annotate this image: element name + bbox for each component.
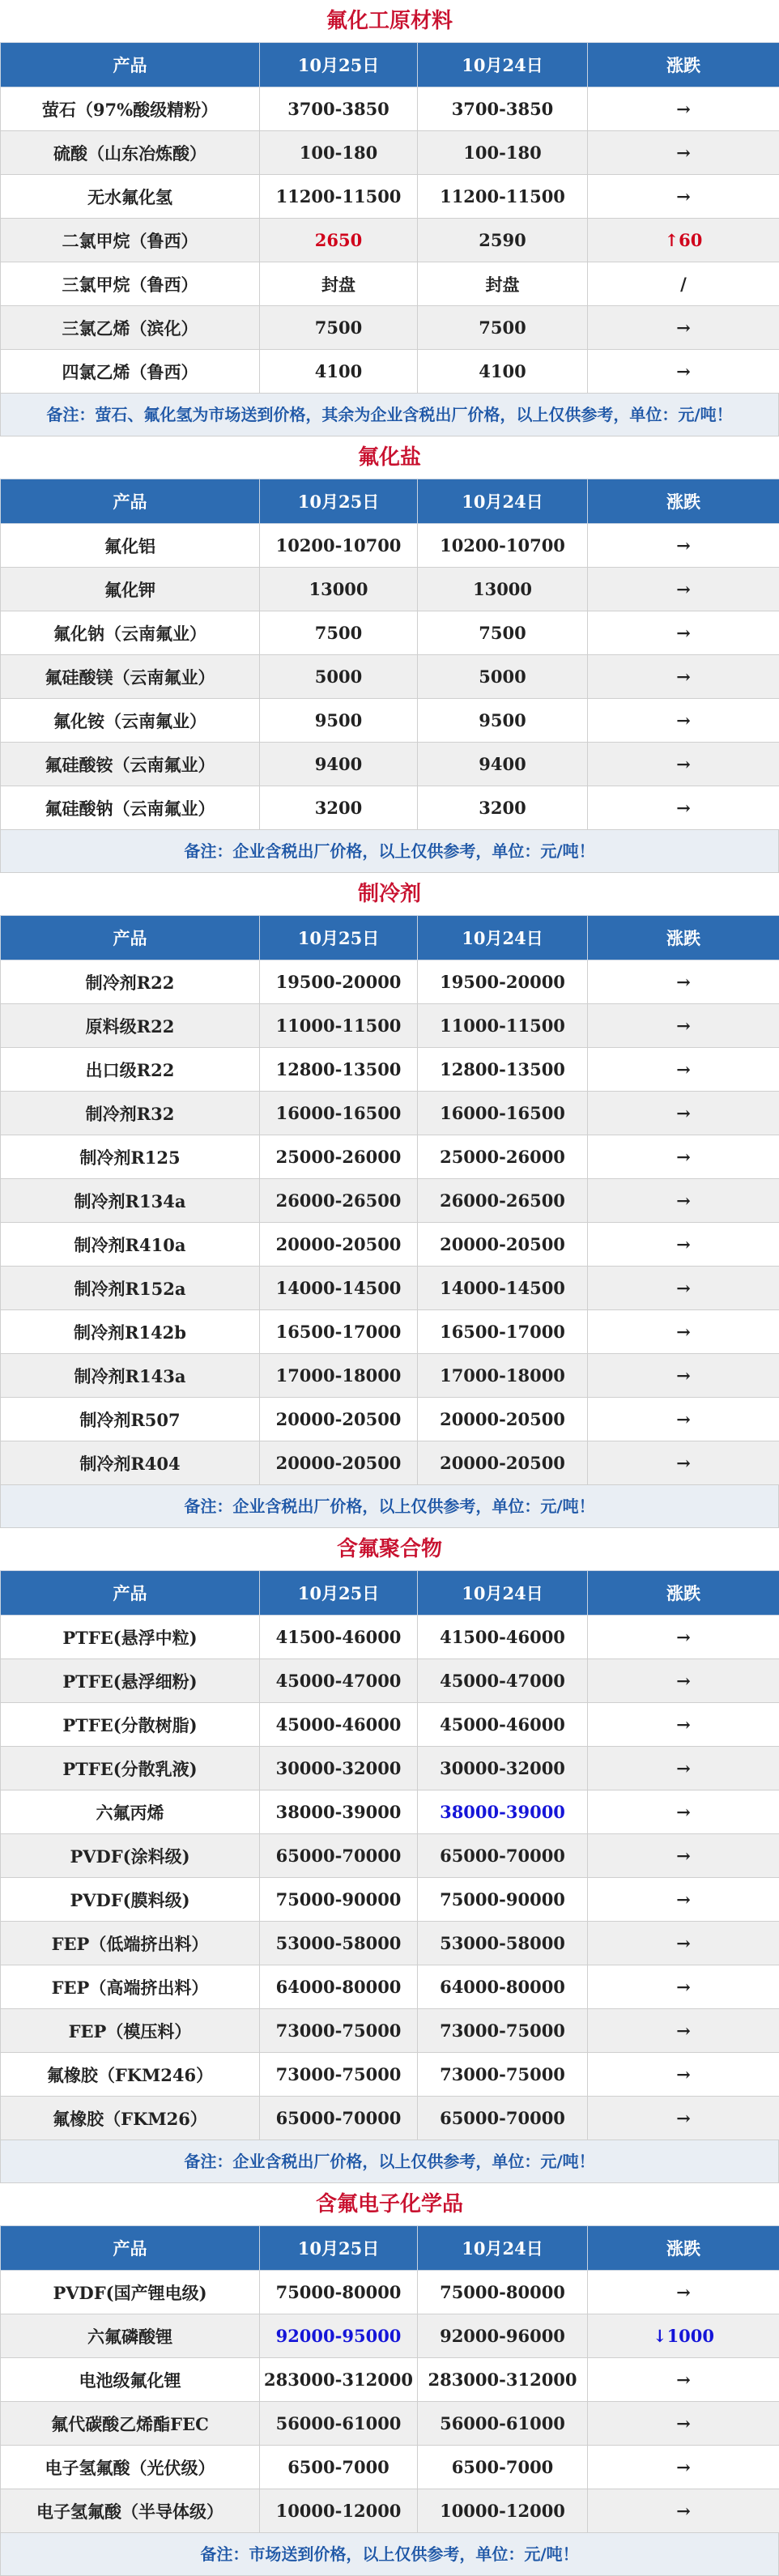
header-date-1: 10月25日 [260,2226,418,2271]
change-cell: → [588,1659,779,1703]
price-date-2-cell: 41500-46000 [418,1616,588,1659]
price-date-1-cell: 2650 [260,219,418,262]
header-date-1: 10月25日 [260,916,418,960]
product-name-cell: 原料级R22 [1,1004,260,1048]
price-date-1-cell: 100-180 [260,131,418,175]
header-product: 产品 [1,916,260,960]
price-date-2-cell: 3200 [418,786,588,830]
product-name-cell: 氟硅酸钠（云南氟业） [1,786,260,830]
table-row [1,2446,779,2489]
header-date-2: 10月24日 [418,2226,588,2271]
change-cell: ↑60 [588,219,779,262]
product-name-cell: 氟化钾 [1,568,260,611]
product-name-cell: 氟化铵（云南氟业） [1,699,260,743]
table-row [1,1747,779,1790]
table-row [1,87,779,131]
price-date-2-cell: 2590 [418,219,588,262]
price-date-1-cell: 73000-75000 [260,2009,418,2053]
price-date-2-cell: 17000-18000 [418,1354,588,1398]
price-date-1-cell: 53000-58000 [260,1922,418,1965]
price-date-2-cell: 12800-13500 [418,1048,588,1092]
price-date-1-cell: 4100 [260,350,418,394]
change-cell: → [588,2446,779,2489]
price-date-2-cell: 283000-312000 [418,2358,588,2402]
price-date-2-cell: 9500 [418,699,588,743]
price-date-1-cell: 3700-3850 [260,87,418,131]
change-cell: → [588,524,779,568]
product-name-cell: 制冷剂R143a [1,1354,260,1398]
price-date-1-cell: 73000-75000 [260,2053,418,2097]
product-name-cell: PTFE(分散树脂) [1,1703,260,1747]
product-name-cell: 制冷剂R152a [1,1267,260,1310]
change-cell: → [588,2402,779,2446]
price-date-1-cell: 283000-312000 [260,2358,418,2402]
change-cell: → [588,2097,779,2140]
header-product: 产品 [1,43,260,87]
price-date-1-cell: 13000 [260,568,418,611]
price-date-1-cell: 45000-46000 [260,1703,418,1747]
price-date-1-cell: 3200 [260,786,418,830]
header-date-1: 10月25日 [260,43,418,87]
price-date-2-cell: 11000-11500 [418,1004,588,1048]
change-cell: → [588,1922,779,1965]
price-date-2-cell: 38000-39000 [418,1790,588,1834]
table-header-row [1,479,779,524]
product-name-cell: 氟橡胶（FKM246） [1,2053,260,2097]
price-date-1-cell: 16500-17000 [260,1310,418,1354]
price-date-1-cell: 56000-61000 [260,2402,418,2446]
change-cell: → [588,1441,779,1485]
price-date-1-cell: 14000-14500 [260,1267,418,1310]
price-date-2-cell: 73000-75000 [418,2009,588,2053]
change-cell: → [588,87,779,131]
product-name-cell: 制冷剂R410a [1,1223,260,1267]
header-date-2: 10月24日 [418,43,588,87]
table-row [1,524,779,568]
product-name-cell: FEP（模压料） [1,2009,260,2053]
price-date-1-cell: 16000-16500 [260,1092,418,1135]
price-date-1-cell: 20000-20500 [260,1441,418,1485]
section-title: 含氟聚合物 [0,1528,779,1570]
header-date-2: 10月24日 [418,1571,588,1616]
change-cell: → [588,1747,779,1790]
price-table [0,915,779,1485]
change-cell: → [588,1092,779,1135]
price-date-2-cell: 11200-11500 [418,175,588,219]
change-cell: → [588,1135,779,1179]
change-cell: → [588,2358,779,2402]
product-name-cell: 六氟丙烯 [1,1790,260,1834]
table-row [1,175,779,219]
table-row [1,2314,779,2358]
table-row [1,1922,779,1965]
change-cell: → [588,1703,779,1747]
price-date-1-cell: 20000-20500 [260,1398,418,1441]
change-cell: → [588,1223,779,1267]
change-cell: → [588,1790,779,1834]
price-table [0,1570,779,2140]
table-row [1,1878,779,1922]
change-cell: → [588,743,779,786]
price-date-1-cell: 41500-46000 [260,1616,418,1659]
price-date-2-cell: 13000 [418,568,588,611]
change-cell: → [588,131,779,175]
price-table [0,42,779,394]
price-date-2-cell: 65000-70000 [418,2097,588,2140]
table-row [1,786,779,830]
table-row [1,1354,779,1398]
price-date-1-cell: 65000-70000 [260,2097,418,2140]
change-cell: → [588,2009,779,2053]
table-row [1,2053,779,2097]
price-date-2-cell: 30000-32000 [418,1747,588,1790]
change-cell: → [588,611,779,655]
change-cell: → [588,1179,779,1223]
change-cell: → [588,1398,779,1441]
table-row [1,1703,779,1747]
product-name-cell: PVDF(膜料级) [1,1878,260,1922]
table-row [1,131,779,175]
product-name-cell: PTFE(分散乳液) [1,1747,260,1790]
product-name-cell: PVDF(涂料级) [1,1834,260,1878]
change-cell: → [588,699,779,743]
table-row [1,743,779,786]
section-note: 备注：企业含税出厂价格，以上仅供参考，单位：元/吨！ [0,830,779,873]
product-name-cell: 氟硅酸铵（云南氟业） [1,743,260,786]
product-name-cell: 硫酸（山东冶炼酸） [1,131,260,175]
product-name-cell: 三氯乙烯（滨化） [1,306,260,350]
price-date-2-cell: 75000-90000 [418,1878,588,1922]
price-date-2-cell: 20000-20500 [418,1441,588,1485]
table-row [1,1790,779,1834]
price-date-1-cell: 19500-20000 [260,960,418,1004]
price-date-2-cell: 9400 [418,743,588,786]
price-date-2-cell: 5000 [418,655,588,699]
product-name-cell: PTFE(悬浮中粒) [1,1616,260,1659]
price-date-2-cell: 26000-26500 [418,1179,588,1223]
change-cell: → [588,1354,779,1398]
price-date-1-cell: 75000-80000 [260,2271,418,2314]
table-header-row [1,2226,779,2271]
table-row [1,1267,779,1310]
header-product: 产品 [1,479,260,524]
price-date-2-cell: 10000-12000 [418,2489,588,2533]
price-date-1-cell: 11000-11500 [260,1004,418,1048]
change-cell: → [588,786,779,830]
header-product: 产品 [1,2226,260,2271]
header-date-2: 10月24日 [418,916,588,960]
table-row [1,1965,779,2009]
section-note: 备注：企业含税出厂价格，以上仅供参考，单位：元/吨！ [0,2140,779,2183]
product-name-cell: FEP（高端挤出料） [1,1965,260,2009]
price-date-1-cell: 30000-32000 [260,1747,418,1790]
change-cell: → [588,568,779,611]
header-change: 涨跌 [588,479,779,524]
price-date-2-cell: 53000-58000 [418,1922,588,1965]
header-change: 涨跌 [588,2226,779,2271]
price-date-1-cell: 17000-18000 [260,1354,418,1398]
section [0,873,779,1528]
section-title: 制冷剂 [0,873,779,915]
price-date-2-cell: 20000-20500 [418,1223,588,1267]
change-cell: / [588,262,779,306]
header-date-2: 10月24日 [418,479,588,524]
price-date-1-cell: 9400 [260,743,418,786]
table-row [1,1135,779,1179]
table-row [1,2402,779,2446]
table-header-row [1,916,779,960]
change-cell: → [588,1048,779,1092]
header-change: 涨跌 [588,916,779,960]
price-date-1-cell: 封盘 [260,262,418,306]
product-name-cell: 四氯乙烯（鲁西） [1,350,260,394]
table-row [1,1834,779,1878]
price-date-2-cell: 7500 [418,306,588,350]
section-note: 备注：企业含税出厂价格，以上仅供参考，单位：元/吨！ [0,1485,779,1528]
change-cell: → [588,2271,779,2314]
price-date-1-cell: 7500 [260,306,418,350]
change-cell: → [588,350,779,394]
price-date-2-cell: 封盘 [418,262,588,306]
price-date-2-cell: 56000-61000 [418,2402,588,2446]
price-date-2-cell: 3700-3850 [418,87,588,131]
price-date-2-cell: 64000-80000 [418,1965,588,2009]
price-date-2-cell: 6500-7000 [418,2446,588,2489]
table-row [1,1004,779,1048]
price-date-1-cell: 10200-10700 [260,524,418,568]
table-header-row [1,43,779,87]
section-title: 氟化工原材料 [0,0,779,42]
table-row [1,262,779,306]
product-name-cell: 氟橡胶（FKM26） [1,2097,260,2140]
table-row [1,2271,779,2314]
product-name-cell: FEP（低端挤出料） [1,1922,260,1965]
table-header-row [1,1571,779,1616]
price-date-2-cell: 4100 [418,350,588,394]
table-row [1,2358,779,2402]
product-name-cell: 三氯甲烷（鲁西） [1,262,260,306]
price-date-2-cell: 19500-20000 [418,960,588,1004]
price-date-2-cell: 25000-26000 [418,1135,588,1179]
change-cell: ↓1000 [588,2314,779,2358]
table-row [1,2097,779,2140]
header-product: 产品 [1,1571,260,1616]
product-name-cell: 制冷剂R142b [1,1310,260,1354]
change-cell: → [588,2053,779,2097]
price-date-2-cell: 16500-17000 [418,1310,588,1354]
product-name-cell: 电池级氟化锂 [1,2358,260,2402]
section-note: 备注：萤石、氟化氢为市场送到价格，其余为企业含税出厂价格，以上仅供参考，单位：元/吨！ [0,394,779,436]
product-name-cell: 氟化钠（云南氟业） [1,611,260,655]
change-cell: → [588,1004,779,1048]
table-row [1,1441,779,1485]
table-row [1,1092,779,1135]
product-name-cell: 氟化铝 [1,524,260,568]
price-date-1-cell: 20000-20500 [260,1223,418,1267]
price-date-1-cell: 64000-80000 [260,1965,418,2009]
table-row [1,699,779,743]
table-row [1,568,779,611]
table-row [1,1659,779,1703]
table-row [1,611,779,655]
section-title: 含氟电子化学品 [0,2183,779,2225]
product-name-cell: 电子氢氟酸（半导体级） [1,2489,260,2533]
price-date-2-cell: 45000-46000 [418,1703,588,1747]
price-date-1-cell: 45000-47000 [260,1659,418,1703]
product-name-cell: PTFE(悬浮细粉) [1,1659,260,1703]
table-row [1,306,779,350]
product-name-cell: 电子氢氟酸（光伏级） [1,2446,260,2489]
change-cell: → [588,175,779,219]
section [0,1528,779,2183]
change-cell: → [588,655,779,699]
change-cell: → [588,1310,779,1354]
price-date-1-cell: 9500 [260,699,418,743]
price-date-2-cell: 7500 [418,611,588,655]
price-date-1-cell: 5000 [260,655,418,699]
table-row [1,2489,779,2533]
price-date-1-cell: 26000-26500 [260,1179,418,1223]
product-name-cell: 氟硅酸镁（云南氟业） [1,655,260,699]
product-name-cell: 制冷剂R32 [1,1092,260,1135]
price-date-2-cell: 20000-20500 [418,1398,588,1441]
price-table [0,479,779,830]
price-date-1-cell: 38000-39000 [260,1790,418,1834]
product-name-cell: 制冷剂R125 [1,1135,260,1179]
table-row [1,1179,779,1223]
product-name-cell: 制冷剂R134a [1,1179,260,1223]
price-date-1-cell: 12800-13500 [260,1048,418,1092]
product-name-cell: 制冷剂R404 [1,1441,260,1485]
product-name-cell: PVDF(国产锂电级) [1,2271,260,2314]
price-date-1-cell: 92000-95000 [260,2314,418,2358]
product-name-cell: 六氟磷酸锂 [1,2314,260,2358]
table-row [1,1223,779,1267]
product-name-cell: 出口级R22 [1,1048,260,1092]
price-date-1-cell: 10000-12000 [260,2489,418,2533]
product-name-cell: 制冷剂R22 [1,960,260,1004]
price-date-1-cell: 6500-7000 [260,2446,418,2489]
price-date-1-cell: 75000-90000 [260,1878,418,1922]
price-date-2-cell: 10200-10700 [418,524,588,568]
table-row [1,1310,779,1354]
table-row [1,655,779,699]
section-title: 氟化盐 [0,436,779,479]
product-name-cell: 无水氟化氢 [1,175,260,219]
product-name-cell: 二氯甲烷（鲁西） [1,219,260,262]
change-cell: → [588,1616,779,1659]
section [0,0,779,436]
product-name-cell: 制冷剂R507 [1,1398,260,1441]
price-date-2-cell: 75000-80000 [418,2271,588,2314]
price-date-1-cell: 25000-26000 [260,1135,418,1179]
table-row [1,219,779,262]
header-date-1: 10月25日 [260,479,418,524]
change-cell: → [588,1267,779,1310]
price-date-2-cell: 100-180 [418,131,588,175]
table-row [1,1048,779,1092]
price-date-2-cell: 92000-96000 [418,2314,588,2358]
price-date-2-cell: 45000-47000 [418,1659,588,1703]
table-row [1,350,779,394]
price-date-2-cell: 16000-16500 [418,1092,588,1135]
section [0,436,779,873]
table-row [1,960,779,1004]
section-note: 备注：市场送到价格，以上仅供参考，单位：元/吨！ [0,2533,779,2576]
table-row [1,1398,779,1441]
change-cell: → [588,1965,779,2009]
header-change: 涨跌 [588,43,779,87]
section [0,2183,779,2576]
table-row [1,2009,779,2053]
change-cell: → [588,1834,779,1878]
header-date-1: 10月25日 [260,1571,418,1616]
header-change: 涨跌 [588,1571,779,1616]
change-cell: → [588,960,779,1004]
price-date-2-cell: 73000-75000 [418,2053,588,2097]
price-table [0,2225,779,2533]
price-date-2-cell: 14000-14500 [418,1267,588,1310]
price-date-1-cell: 11200-11500 [260,175,418,219]
price-date-1-cell: 65000-70000 [260,1834,418,1878]
product-name-cell: 萤石（97%酸级精粉） [1,87,260,131]
price-date-1-cell: 7500 [260,611,418,655]
product-name-cell: 氟代碳酸乙烯酯FEC [1,2402,260,2446]
price-date-2-cell: 65000-70000 [418,1834,588,1878]
change-cell: → [588,2489,779,2533]
table-row [1,1616,779,1659]
change-cell: → [588,306,779,350]
change-cell: → [588,1878,779,1922]
